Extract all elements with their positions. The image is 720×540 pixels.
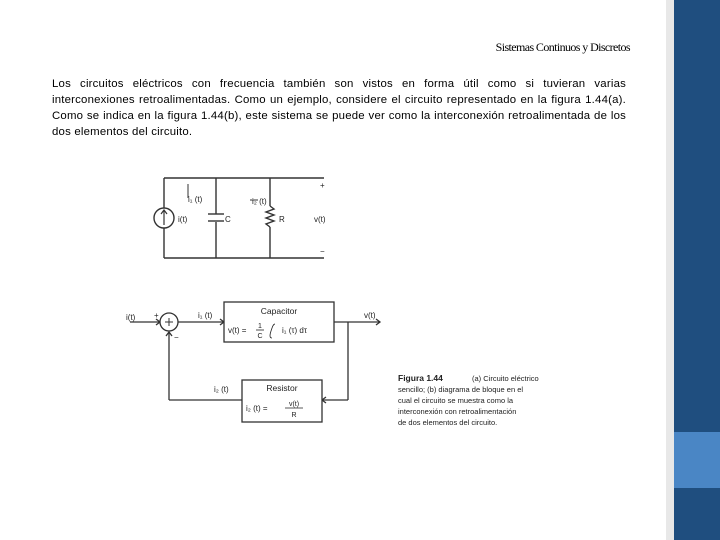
- resistor-block-title: Resistor: [266, 383, 298, 393]
- caption-line-2: sencillo; (b) diagrama de bloque en el: [398, 385, 524, 394]
- figure-caption: [398, 373, 539, 427]
- sidebar-accent-block: [674, 432, 720, 488]
- resistor-eq-prefix: i₂ (t) =: [246, 404, 268, 413]
- resistor-eq-denominator: R: [291, 412, 297, 419]
- circuit-plus-sign: +: [320, 181, 325, 190]
- header-title: Sistemas Continuos y Discretos: [495, 40, 630, 54]
- sidebar-light-strip: [666, 0, 674, 540]
- block-i2-label: i₂ (t): [214, 385, 229, 394]
- caption-line-5: de dos elementos del circuito.: [398, 418, 498, 427]
- capacitor-eq-suffix: i₁ (τ) dτ: [282, 326, 308, 335]
- source-current-label: i(t): [178, 215, 188, 224]
- caption-label: Figura 1.44: [398, 373, 443, 383]
- capacitor-block-title: Capacitor: [260, 306, 298, 316]
- circuit-minus-sign: −: [320, 247, 325, 256]
- body-paragraph: Los circuitos eléctricos con frecuencia también son vistos en forma útil como si tuvieran varias interconexiones retroalimentadas. Como un ejemplo, considere el circuito representado en la figura 1.44(a). Como se indica en la figura 1.44(b), este sistema se puede ver como la interconexión retroalimentada de los dos elementos del circuito.: [52, 78, 626, 138]
- circuit-voltage-label: v(t): [314, 215, 326, 224]
- summing-junction: [160, 313, 178, 331]
- block-input-label: i(t): [126, 313, 136, 322]
- block-output-label: v(t): [364, 311, 376, 320]
- block-minus-sign: −: [174, 333, 179, 342]
- current-source: [154, 208, 174, 228]
- caption-line-1: (a) Circuito eléctrico: [472, 374, 539, 383]
- block-i1-label: i₁ (t): [198, 311, 213, 320]
- capacitor-label: C: [225, 215, 231, 224]
- caption-line-4: interconexión con retroalimentación: [398, 407, 517, 416]
- capacitor-eq-denominator: C: [257, 333, 263, 340]
- figure-1-44: [112, 170, 558, 440]
- resistor-eq-numerator: v(t): [288, 401, 300, 408]
- circuit-i2-label: i₂ (t): [252, 197, 267, 206]
- block-plus-sign: +: [154, 311, 159, 320]
- circuit-i1-label: i₁ (t): [188, 195, 203, 204]
- caption-line-3: cual el circuito se muestra como la: [398, 396, 514, 405]
- capacitor-eq-numerator: 1: [258, 323, 262, 330]
- capacitor-eq-prefix: v(t) =: [228, 326, 247, 335]
- resistor-label: R: [279, 215, 285, 224]
